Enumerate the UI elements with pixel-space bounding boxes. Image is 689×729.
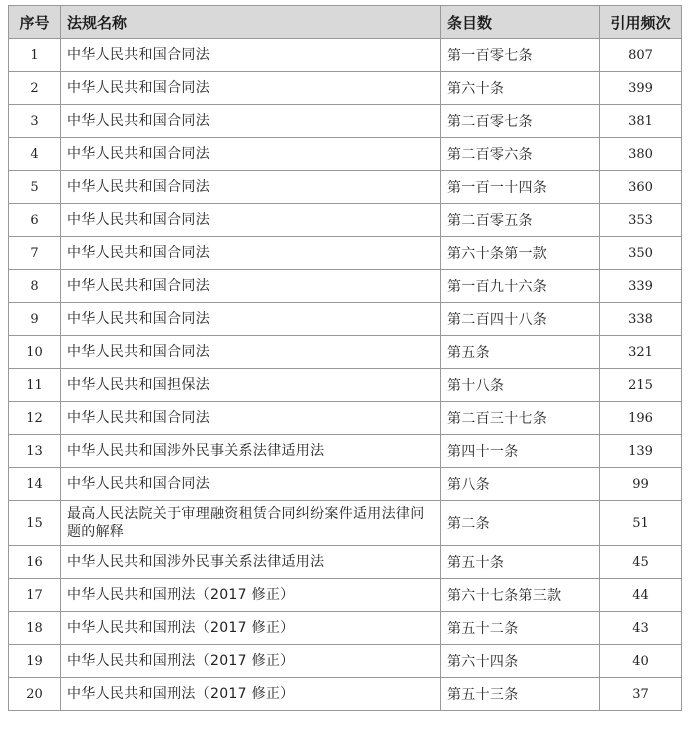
cell-article: 第五条 [441,336,600,369]
cell-no: 17 [9,579,61,612]
cell-freq: 40 [600,645,682,678]
cell-name: 中华人民共和国合同法 [61,402,441,435]
cell-article: 第二百零六条 [441,138,600,171]
cell-no: 9 [9,303,61,336]
table-row [9,105,682,138]
cell-article: 第一百零七条 [441,39,600,72]
cell-no: 8 [9,270,61,303]
table-row [9,270,682,303]
cell-freq: 380 [600,138,682,171]
table-row [9,237,682,270]
cell-freq: 381 [600,105,682,138]
cell-name: 中华人民共和国刑法（2017 修正） [61,612,441,645]
cell-freq: 37 [600,678,682,711]
cell-name: 中华人民共和国合同法 [61,336,441,369]
table-row [9,138,682,171]
cell-article: 第一百一十四条 [441,171,600,204]
cell-freq: 360 [600,171,682,204]
table-row [9,678,682,711]
cell-freq: 353 [600,204,682,237]
statute-citation-table [8,5,682,711]
cell-article: 第十八条 [441,369,600,402]
cell-article: 第二条 [441,501,600,546]
cell-freq: 44 [600,579,682,612]
cell-no: 5 [9,171,61,204]
cell-no: 12 [9,402,61,435]
cell-name: 中华人民共和国刑法（2017 修正） [61,645,441,678]
cell-article: 第八条 [441,468,600,501]
table-row [9,72,682,105]
table-row [9,303,682,336]
header-article: 条目数 [441,6,600,39]
cell-no: 4 [9,138,61,171]
header-no: 序号 [9,6,61,39]
cell-article: 第二百零五条 [441,204,600,237]
cell-name: 中华人民共和国合同法 [61,171,441,204]
table-row [9,435,682,468]
cell-freq: 350 [600,237,682,270]
cell-freq: 807 [600,39,682,72]
table-row [9,204,682,237]
cell-no: 13 [9,435,61,468]
cell-freq: 51 [600,501,682,546]
cell-freq: 99 [600,468,682,501]
cell-no: 14 [9,468,61,501]
cell-no: 15 [9,501,61,546]
cell-article: 第二百零七条 [441,105,600,138]
cell-name: 中华人民共和国合同法 [61,204,441,237]
table-row [9,468,682,501]
cell-name: 中华人民共和国合同法 [61,105,441,138]
table-row [9,369,682,402]
header-freq: 引用频次 [600,6,682,39]
cell-no: 2 [9,72,61,105]
cell-article: 第六十四条 [441,645,600,678]
cell-no: 20 [9,678,61,711]
cell-article: 第六十条 [441,72,600,105]
cell-name: 中华人民共和国合同法 [61,72,441,105]
cell-no: 7 [9,237,61,270]
cell-name: 中华人民共和国担保法 [61,369,441,402]
cell-name: 中华人民共和国涉外民事关系法律适用法 [61,546,441,579]
cell-no: 10 [9,336,61,369]
table-row [9,171,682,204]
cell-name: 中华人民共和国涉外民事关系法律适用法 [61,435,441,468]
table-row [9,501,682,546]
table-row [9,336,682,369]
cell-name: 中华人民共和国合同法 [61,303,441,336]
cell-article: 第五十条 [441,546,600,579]
table-row [9,645,682,678]
cell-freq: 339 [600,270,682,303]
cell-name: 中华人民共和国合同法 [61,468,441,501]
table-row [9,612,682,645]
cell-article: 第一百九十六条 [441,270,600,303]
table-row [9,546,682,579]
cell-article: 第二百四十八条 [441,303,600,336]
cell-freq: 139 [600,435,682,468]
table-row [9,579,682,612]
cell-name: 中华人民共和国刑法（2017 修正） [61,678,441,711]
cell-article: 第四十一条 [441,435,600,468]
table-row [9,402,682,435]
table-row [9,39,682,72]
cell-freq: 215 [600,369,682,402]
cell-no: 16 [9,546,61,579]
cell-name: 最高人民法院关于审理融资租赁合同纠纷案件适用法律问题的解释 [61,501,441,546]
cell-no: 1 [9,39,61,72]
cell-no: 18 [9,612,61,645]
cell-freq: 43 [600,612,682,645]
cell-name: 中华人民共和国合同法 [61,39,441,72]
cell-article: 第六十条第一款 [441,237,600,270]
cell-article: 第五十二条 [441,612,600,645]
cell-name: 中华人民共和国刑法（2017 修正） [61,579,441,612]
cell-name: 中华人民共和国合同法 [61,138,441,171]
cell-name: 中华人民共和国合同法 [61,237,441,270]
cell-no: 11 [9,369,61,402]
cell-freq: 399 [600,72,682,105]
cell-freq: 321 [600,336,682,369]
cell-no: 3 [9,105,61,138]
cell-article: 第二百三十七条 [441,402,600,435]
cell-freq: 196 [600,402,682,435]
cell-no: 19 [9,645,61,678]
cell-article: 第五十三条 [441,678,600,711]
header-row [9,6,682,39]
cell-article: 第六十七条第三款 [441,579,600,612]
cell-name: 中华人民共和国合同法 [61,270,441,303]
cell-no: 6 [9,204,61,237]
cell-freq: 45 [600,546,682,579]
header-name: 法规名称 [61,6,441,39]
cell-freq: 338 [600,303,682,336]
